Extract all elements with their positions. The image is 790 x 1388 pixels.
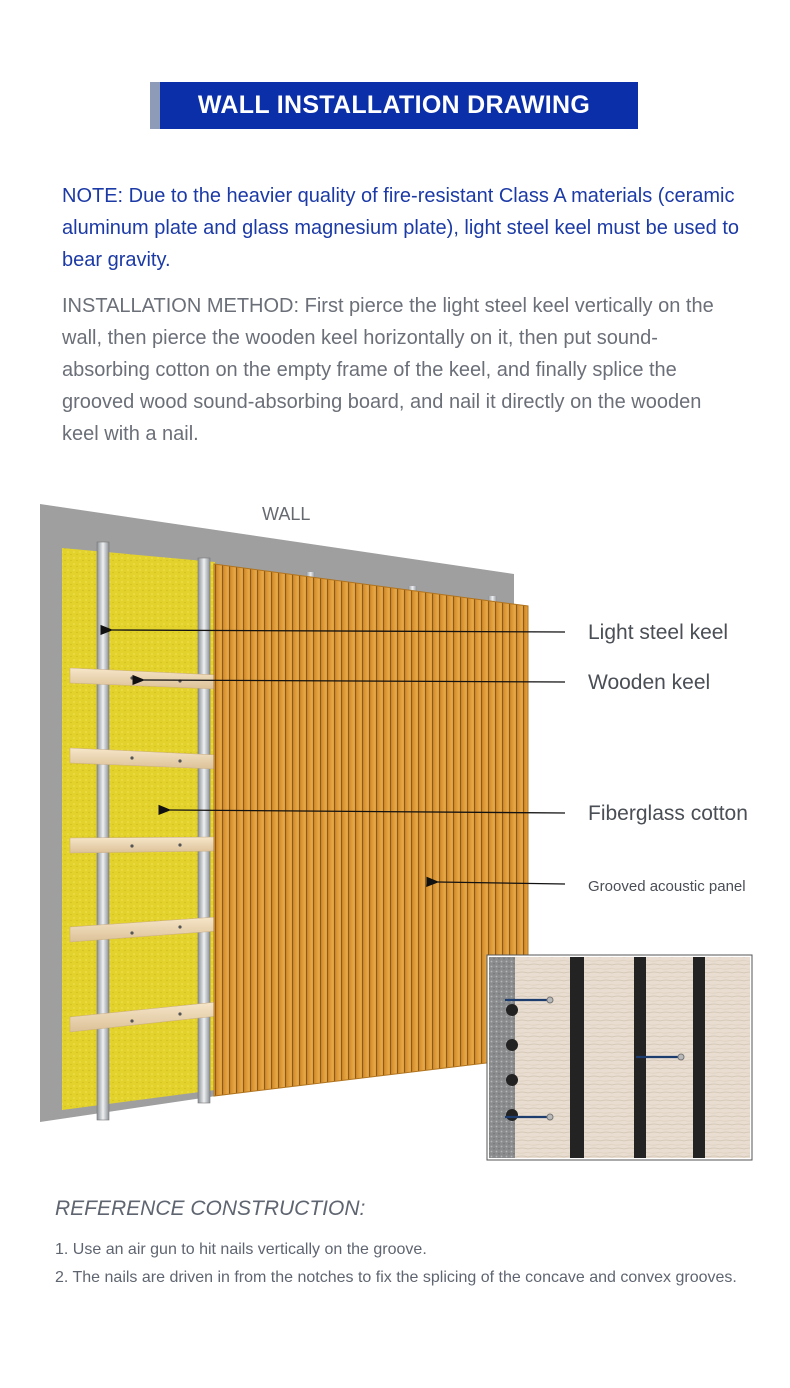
installation-method-text: INSTALLATION METHOD: First pierce the light steel keel vertically on the wall, then pierce the wooden keel horizontally on it, then put sound-absorbing cotton on the empty frame of the keel, and finally splice the grooved wood sound-absorbing board, and nail it directly on the wooden keel with a nail. [62,295,714,445]
callout-light-steel-keel: Light steel keel [588,621,729,644]
wall-label: WALL [262,504,311,524]
light-steel-keel-left [97,542,109,1120]
note-text: NOTE: Due to the heavier quality of fire-resistant Class A materials (ceramic aluminum plate and glass magnesium plate), light steel keel must be used to bear gravity. [62,185,740,271]
nail-detail-inset [487,955,752,1160]
reference-step-1: 1. Use an air gun to hit nails vertically on the groove. [55,1241,427,1258]
light-steel-keel-right [198,558,210,1103]
callout-grooved-acoustic-panel: Grooved acoustic panel [588,878,746,895]
reference-step-2: 2. The nails are driven in from the notches to fix the splicing of the concave and convex grooves. [55,1269,737,1286]
page-title: WALL INSTALLATION DRAWING [197,91,591,119]
reference-title: REFERENCE CONSTRUCTION: [55,1197,366,1220]
callout-wooden-keel: Wooden keel [588,671,711,694]
wall-installation-diagram [0,490,790,1190]
grooved-acoustic-panel [214,564,528,1096]
title-banner [150,82,638,129]
callout-fiberglass-cotton: Fiberglass cotton [588,802,748,825]
